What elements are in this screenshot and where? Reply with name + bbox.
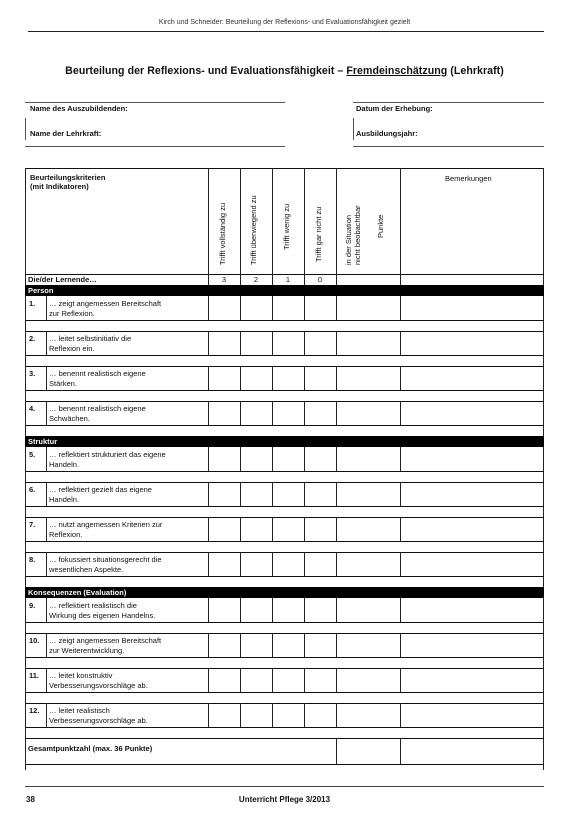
item-text-line: … leitet realistisch: [49, 706, 110, 715]
rating-cell[interactable]: [400, 296, 543, 320]
table-rule: [208, 517, 209, 541]
item-text-line: Schwächen.: [49, 413, 90, 423]
item-number: 12.: [29, 706, 40, 715]
rating-cell[interactable]: [240, 401, 272, 425]
table-rule: [304, 274, 305, 285]
table-rule: [208, 401, 209, 425]
criteria-header-title: Beurteilungskriterien: [30, 173, 106, 182]
table-rule: [46, 517, 47, 541]
table-rule: [543, 168, 544, 770]
table-rule: [46, 552, 47, 576]
table-rule: [400, 633, 401, 657]
form-rule: [353, 102, 544, 103]
assessment-table: Beurteilungskriterien (mit Indikatoren) Trifft vollständig zu Trifft überwiegend zu Trifft wenig zu Trifft gar nicht zu in der Situation nicht beobachtbar Punkte Bemerkungen Die/der Lernende… 3 2 1 0 Person 1. … zeigt angemessen Bereitschaft zur Reflexion. 2. … leitet selbstinitiativ die Reflexion ein. 3. … benennt realistisch eigene Stärken. 4. … benennt realistisch eigene Schwächen. Struktur 5. … reflektiert strukturiert das eigene Handeln. 6. … reflektiert gezielt das eigene Handeln. 7. … nutzt angemessen Kriterien zur Reflexion. 8. … fokussiert situationsgerecht die wesentlichen Aspekte. Konsequenzen (Evaluation) 9. … reflektiert realistisch die Wirkung des eigenen Handelns. 10. … zeigt angemessen Bereitschaft zur Weiterentwicklung. 11. … leitet konstruktiv Verbesserungsvorschläge ab. 12. … leitet realistisch Verbesserungsvorschläge ab. Gesamtpunktzahl (max. 36 Punkte): [25, 168, 544, 770]
table-rule: [272, 552, 273, 576]
col-header-remarks: Bemerkungen: [445, 174, 492, 183]
score-value: 3: [221, 275, 227, 284]
table-rule: [272, 447, 273, 471]
table-rule: [336, 517, 337, 541]
table-rule: [208, 552, 209, 576]
rating-cell[interactable]: [240, 482, 272, 506]
rating-cell[interactable]: [240, 633, 272, 657]
table-rule: [304, 366, 305, 390]
item-text: [49, 404, 209, 423]
item-text-line: Handeln.: [49, 459, 80, 469]
table-rule: [25, 168, 26, 770]
table-rule: [240, 482, 241, 506]
table-rule: [336, 738, 337, 764]
rating-cell[interactable]: [240, 296, 272, 320]
rating-cell[interactable]: [240, 517, 272, 541]
table-rule: [336, 482, 337, 506]
table-rule: [304, 401, 305, 425]
rating-cell[interactable]: [336, 331, 400, 355]
table-rule: [25, 541, 544, 542]
journal-name: Unterricht Pflege 3/2013: [238, 795, 331, 804]
table-rule: [336, 668, 337, 692]
rating-cell[interactable]: [272, 598, 304, 622]
item-text-line: Wirkung des eigenen Handelns.: [49, 610, 156, 620]
rating-cell[interactable]: [304, 331, 336, 355]
title-underlined: Fremdeinschätzung: [346, 65, 448, 77]
table-rule: [272, 274, 273, 285]
item-text-line: … reflektiert gezielt das eigene: [49, 485, 152, 494]
section-header: [25, 587, 544, 598]
table-rule: [208, 482, 209, 506]
rating-cell[interactable]: [400, 517, 543, 541]
table-rule: [336, 401, 337, 425]
table-rule: [336, 274, 337, 285]
section-title: Konsequenzen (Evaluation): [28, 588, 127, 597]
item-number: 9.: [29, 601, 36, 610]
table-rule: [25, 355, 544, 356]
rating-cell[interactable]: [272, 447, 304, 471]
table-rule: [25, 471, 544, 472]
item-text-line: … nutzt angemessen Kriterien zur: [49, 520, 163, 529]
rating-cell[interactable]: [304, 482, 336, 506]
table-rule: [25, 168, 544, 169]
score-value: 0: [317, 275, 323, 284]
rating-cell[interactable]: [400, 482, 543, 506]
rating-cell[interactable]: [208, 482, 240, 506]
rating-cell[interactable]: [208, 447, 240, 471]
table-rule: [46, 598, 47, 622]
rating-cell[interactable]: [400, 401, 543, 425]
table-rule: [304, 633, 305, 657]
rating-cell[interactable]: [208, 598, 240, 622]
table-rule: [25, 727, 544, 728]
page-number: 38: [26, 795, 35, 804]
table-rule: [272, 401, 273, 425]
table-rule: [208, 274, 209, 285]
item-text-line: Verbesserungsvorschläge ab.: [49, 715, 148, 725]
item-text: [49, 555, 209, 574]
table-rule: [400, 738, 401, 764]
training-year-label: Ausbildungsjahr:: [356, 129, 418, 138]
rating-cell[interactable]: [400, 331, 543, 355]
table-rule: [304, 552, 305, 576]
table-rule: [304, 517, 305, 541]
table-rule: [25, 764, 544, 765]
table-rule: [336, 296, 337, 320]
item-text-line: … fokussiert situationsgerecht die: [49, 555, 162, 564]
running-header: Kirch und Schneider: Beurteilung der Reflexions- und Evaluationsfähigkeit gezielt: [158, 19, 411, 26]
rating-cell[interactable]: [208, 296, 240, 320]
table-rule: [304, 447, 305, 471]
table-rule: [240, 331, 241, 355]
section-header: [25, 436, 544, 447]
item-text-line: … benennt realistisch eigene: [49, 369, 146, 378]
rating-cell[interactable]: [336, 598, 400, 622]
table-rule: [240, 633, 241, 657]
survey-date-label: Datum der Erhebung:: [356, 104, 433, 113]
table-rule: [46, 482, 47, 506]
table-rule: [25, 320, 544, 321]
item-text: [49, 450, 209, 469]
rating-cell[interactable]: [336, 552, 400, 576]
table-rule: [46, 296, 47, 320]
table-rule: [400, 552, 401, 576]
rating-cell[interactable]: [304, 552, 336, 576]
table-rule: [304, 482, 305, 506]
table-rule: [25, 425, 544, 426]
form-tick: [25, 118, 26, 140]
table-rule: [304, 296, 305, 320]
table-rule: [46, 366, 47, 390]
item-text: [49, 636, 209, 655]
table-rule: [272, 703, 273, 727]
section-title: Struktur: [28, 437, 58, 446]
table-rule: [304, 598, 305, 622]
table-rule: [240, 296, 241, 320]
rating-cell[interactable]: [304, 668, 336, 692]
item-text-line: Reflexion ein.: [49, 343, 95, 353]
rating-cell[interactable]: [336, 482, 400, 506]
rating-cell[interactable]: [304, 517, 336, 541]
rating-cell[interactable]: [272, 296, 304, 320]
table-rule: [400, 331, 401, 355]
table-rule: [272, 331, 273, 355]
running-header-rule: [28, 31, 544, 32]
rating-cell[interactable]: [400, 598, 543, 622]
item-text-line: zur Reflexion.: [49, 308, 95, 318]
score-value: 1: [285, 275, 291, 284]
table-rule: [336, 598, 337, 622]
table-rule: [25, 576, 544, 577]
table-rule: [25, 506, 544, 507]
table-rule: [400, 482, 401, 506]
table-rule: [240, 598, 241, 622]
rating-cell[interactable]: [400, 366, 543, 390]
item-text: [49, 299, 209, 318]
section-title: Person: [28, 286, 54, 295]
rating-cell[interactable]: [272, 366, 304, 390]
rating-cell[interactable]: [400, 633, 543, 657]
table-rule: [25, 692, 544, 693]
item-number: 7.: [29, 520, 36, 529]
table-rule: [304, 168, 305, 274]
learner-row-label: Die/der Lernende…: [28, 275, 97, 284]
item-text-line: Stärken.: [49, 378, 77, 388]
item-text: [49, 485, 209, 504]
rating-cell[interactable]: [208, 668, 240, 692]
section-header: [25, 285, 544, 296]
table-rule: [336, 168, 337, 274]
table-rule: [336, 552, 337, 576]
rating-cell[interactable]: [240, 703, 272, 727]
item-text-line: … zeigt angemessen Bereitschaft: [49, 299, 162, 308]
item-text-line: … leitet konstruktiv: [49, 671, 113, 680]
table-rule: [272, 296, 273, 320]
item-text-line: … leitet selbstinitiativ die: [49, 334, 132, 343]
table-rule: [240, 668, 241, 692]
rating-cell[interactable]: [400, 552, 543, 576]
rating-cell[interactable]: [304, 633, 336, 657]
criteria-header: [30, 173, 105, 191]
table-rule: [336, 633, 337, 657]
table-rule: [46, 331, 47, 355]
item-number: 3.: [29, 369, 36, 378]
item-number: 8.: [29, 555, 36, 564]
rating-cell[interactable]: [208, 633, 240, 657]
title-suffix: (Lehrkraft): [447, 65, 504, 77]
table-rule: [240, 447, 241, 471]
rating-cell[interactable]: [272, 552, 304, 576]
table-rule: [336, 331, 337, 355]
table-rule: [304, 331, 305, 355]
table-rule: [208, 447, 209, 471]
table-rule: [400, 447, 401, 471]
page-title: [0, 65, 569, 77]
teacher-name-label: Name der Lehrkraft:: [30, 129, 102, 138]
criteria-header-subtitle: (mit Indikatoren): [30, 182, 89, 191]
total-points-label: Gesamtpunktzahl (max. 36 Punkte): [28, 744, 153, 753]
rating-cell[interactable]: [304, 366, 336, 390]
form-tick: [353, 118, 354, 140]
table-rule: [208, 633, 209, 657]
table-rule: [240, 703, 241, 727]
item-number: 11.: [29, 671, 40, 680]
table-rule: [272, 482, 273, 506]
rating-cell[interactable]: [240, 552, 272, 576]
table-rule: [208, 331, 209, 355]
rating-cell[interactable]: [272, 633, 304, 657]
item-text-line: … benennt realistisch eigene: [49, 404, 146, 413]
table-rule: [400, 366, 401, 390]
item-text: [49, 706, 209, 725]
trainee-name-label: Name des Auszubildenden:: [30, 104, 128, 113]
table-rule: [240, 366, 241, 390]
rating-cell[interactable]: [272, 482, 304, 506]
item-number: 6.: [29, 485, 36, 494]
table-rule: [400, 703, 401, 727]
rating-cell[interactable]: [336, 296, 400, 320]
rating-cell[interactable]: [240, 668, 272, 692]
rating-cell[interactable]: [240, 447, 272, 471]
rating-cell[interactable]: [272, 401, 304, 425]
table-rule: [46, 703, 47, 727]
rating-cell[interactable]: [208, 401, 240, 425]
item-text: [49, 601, 209, 620]
rating-cell[interactable]: [240, 598, 272, 622]
table-rule: [240, 274, 241, 285]
table-rule: [272, 366, 273, 390]
rating-cell[interactable]: [272, 517, 304, 541]
rating-cell[interactable]: [208, 703, 240, 727]
rating-cell[interactable]: [304, 447, 336, 471]
table-rule: [272, 168, 273, 274]
rating-cell[interactable]: [272, 703, 304, 727]
rating-cell[interactable]: [240, 366, 272, 390]
rating-cell[interactable]: [304, 598, 336, 622]
table-rule: [336, 366, 337, 390]
rating-cell[interactable]: [272, 331, 304, 355]
item-number: 10.: [29, 636, 40, 645]
rating-cell[interactable]: [336, 703, 400, 727]
rating-cell[interactable]: [240, 331, 272, 355]
rating-cell[interactable]: [304, 401, 336, 425]
table-rule: [304, 668, 305, 692]
rating-cell[interactable]: [400, 668, 543, 692]
item-text-line: … reflektiert strukturiert das eigene: [49, 450, 166, 459]
table-rule: [240, 517, 241, 541]
rating-cell[interactable]: [304, 296, 336, 320]
rating-cell[interactable]: [208, 517, 240, 541]
item-text-line: Handeln.: [49, 494, 80, 504]
table-rule: [400, 274, 401, 285]
table-rule: [272, 668, 273, 692]
table-rule: [208, 296, 209, 320]
table-rule: [240, 552, 241, 576]
table-rule: [336, 447, 337, 471]
item-number: 2.: [29, 334, 36, 343]
rating-cell[interactable]: [336, 447, 400, 471]
item-number: 4.: [29, 404, 36, 413]
rating-cell[interactable]: [400, 447, 543, 471]
item-text: [49, 369, 209, 388]
rating-cell[interactable]: [336, 517, 400, 541]
table-rule: [400, 668, 401, 692]
table-rule: [400, 168, 401, 274]
form-rule: [25, 146, 285, 147]
rating-cell[interactable]: [336, 633, 400, 657]
table-rule: [240, 401, 241, 425]
table-rule: [208, 668, 209, 692]
item-text-line: … zeigt angemessen Bereitschaft: [49, 636, 162, 645]
table-rule: [46, 668, 47, 692]
item-text-line: Reflexion.: [49, 529, 83, 539]
table-rule: [25, 657, 544, 658]
table-rule: [400, 598, 401, 622]
item-text-line: Verbesserungsvorschläge ab.: [49, 680, 148, 690]
rating-cell[interactable]: [336, 401, 400, 425]
table-rule: [25, 622, 544, 623]
table-rule: [336, 703, 337, 727]
table-rule: [272, 598, 273, 622]
item-text: [49, 671, 209, 690]
item-text-line: … reflektiert realistisch die: [49, 601, 137, 610]
rating-cell[interactable]: [208, 552, 240, 576]
form-rule: [353, 146, 544, 147]
table-rule: [272, 517, 273, 541]
score-value: 2: [253, 275, 259, 284]
table-rule: [272, 633, 273, 657]
item-text-line: wesentlichen Aspekte.: [49, 564, 124, 574]
table-rule: [208, 598, 209, 622]
table-rule: [208, 366, 209, 390]
table-rule: [400, 296, 401, 320]
table-rule: [400, 517, 401, 541]
table-rule: [208, 703, 209, 727]
table-rule: [240, 168, 241, 274]
table-rule: [46, 401, 47, 425]
table-rule: [46, 633, 47, 657]
rating-cell[interactable]: [336, 366, 400, 390]
item-text: [49, 334, 209, 353]
table-rule: [304, 703, 305, 727]
item-number: 5.: [29, 450, 36, 459]
rating-cell[interactable]: [208, 366, 240, 390]
rating-cell[interactable]: [272, 668, 304, 692]
rating-cell[interactable]: [208, 331, 240, 355]
footer-rule: [25, 786, 544, 787]
table-rule: [46, 447, 47, 471]
item-number: 1.: [29, 299, 36, 308]
table-rule: [25, 738, 544, 739]
table-rule: [208, 168, 209, 274]
rating-cell[interactable]: [304, 703, 336, 727]
item-text-line: zur Weiterentwicklung.: [49, 645, 125, 655]
rating-cell[interactable]: [336, 668, 400, 692]
form-rule: [25, 102, 285, 103]
rating-cell[interactable]: [400, 703, 543, 727]
table-rule: [400, 401, 401, 425]
table-rule: [25, 390, 544, 391]
item-text: [49, 520, 209, 539]
title-main: Beurteilung der Reflexions- und Evaluationsfähigkeit –: [65, 65, 347, 77]
